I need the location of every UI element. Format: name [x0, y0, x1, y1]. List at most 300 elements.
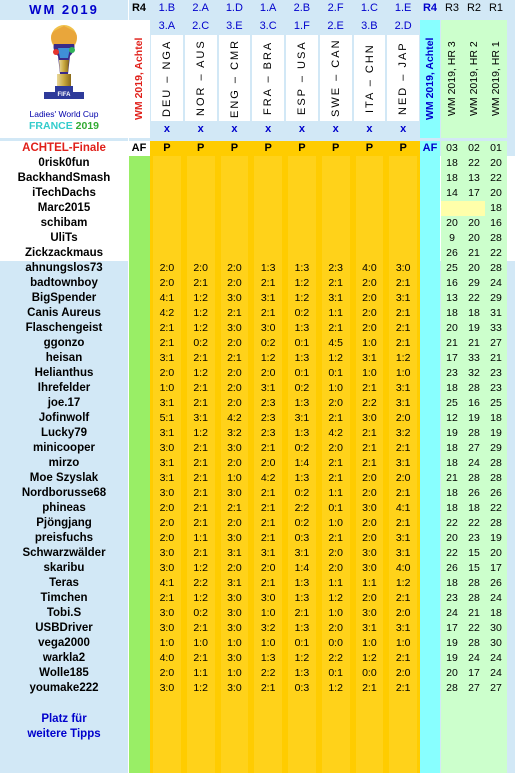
tip-col-stripe [288, 156, 316, 171]
af-cell [128, 336, 150, 351]
tip-col-stripe [322, 216, 350, 231]
tip-cell: 2:0 [227, 277, 242, 289]
tip-col-stripe [356, 156, 384, 171]
tip-col-stripe [187, 696, 215, 773]
rank-r2: 17 [468, 667, 480, 679]
tip-cell: 2:0 [159, 502, 175, 514]
tip-cell: 3:1 [395, 457, 411, 469]
tip-cell: 2:1 [260, 532, 276, 544]
player-name: Marc2015 [37, 202, 91, 214]
tip-col-stripe [187, 201, 215, 216]
tip-col-stripe [322, 171, 350, 186]
tip-cell: 3:0 [227, 487, 242, 499]
af-cell [128, 246, 150, 261]
tip-col-stripe [153, 246, 181, 261]
tip-cell: 2:1 [227, 502, 242, 514]
tip-cell: 3:0 [159, 442, 175, 454]
rank-r4-cell [420, 261, 440, 276]
tip-col-stripe [254, 171, 282, 186]
rank-r1: 23 [490, 367, 502, 379]
tip-cell: 1:3 [294, 667, 310, 679]
tip-cell: 3:0 [227, 607, 242, 619]
tip-cell: 2:0 [227, 457, 242, 469]
tip-cell: 2:1 [395, 322, 411, 334]
tip-cell: 3:0 [227, 292, 242, 304]
tip-cell: 3:0 [227, 652, 242, 664]
tip-cell: 2:0 [362, 517, 377, 529]
rank-r2: 20 [468, 232, 480, 244]
tip-cell: 2:1 [193, 502, 208, 514]
tip-cell: 1:0 [362, 337, 377, 349]
tip-col-stripe [254, 696, 282, 773]
rank-r3: 19 [446, 637, 458, 649]
tip-cell: 2:3 [260, 427, 276, 439]
tip-cell: 3:0 [227, 442, 242, 454]
tip-cell: 0:2 [294, 517, 310, 529]
r3-col-footer [441, 696, 507, 773]
tip-cell: 2:1 [362, 427, 377, 439]
tip-cell: 2:1 [260, 502, 276, 514]
tip-cell: 1:1 [328, 577, 343, 589]
round-label: R4 [131, 2, 147, 14]
af-cell [128, 291, 150, 306]
tip-cell: 2:1 [362, 457, 377, 469]
tip-cell: 4:2 [260, 472, 276, 484]
rank-r4-cell [420, 396, 440, 411]
tip-cell: 1:0 [159, 637, 175, 649]
player-name: joe.17 [47, 397, 81, 409]
rank-r4-cell [420, 516, 440, 531]
match-pos1: 1.B [158, 2, 176, 14]
af-cell [128, 231, 150, 246]
rank-r4-cell [420, 276, 440, 291]
rank-r3: 26 [446, 562, 458, 574]
af-cell [128, 546, 150, 561]
rank-r4-cell [420, 291, 440, 306]
vertical-label-left: WM 2019, Achtel [133, 37, 145, 121]
tip-cell: 2:1 [193, 487, 208, 499]
player-name: Jofinwolf [38, 412, 90, 424]
tip-cell: 3:1 [328, 292, 343, 304]
tip-cell: 2:3 [260, 397, 276, 409]
rank-r2: 26 [468, 487, 480, 499]
tip-col-stripe [221, 216, 249, 231]
af-cell [128, 216, 150, 231]
tip-cell: 2:3 [328, 262, 343, 274]
tip-col-stripe [356, 201, 384, 216]
rank-r3 [441, 201, 463, 216]
tip-cell: 3:1 [227, 577, 242, 589]
match-pos2: 2.C [192, 20, 210, 32]
rank-r1: 21 [490, 352, 502, 364]
rank-r1: 24 [490, 277, 502, 289]
rank-r2: 28 [468, 382, 480, 394]
tip-col-stripe [389, 201, 417, 216]
player-name: Flaschengeist [25, 322, 103, 334]
tip-cell: 2:1 [362, 382, 377, 394]
tip-cell: 0:1 [328, 502, 343, 514]
player-name: BigSpender [31, 292, 97, 304]
rank-r3: 18 [446, 502, 458, 514]
tip-cell: 2:0 [395, 667, 411, 679]
tip-cell: 1:4 [294, 562, 310, 574]
tip-col-stripe [221, 171, 249, 186]
tip-col-stripe [288, 231, 316, 246]
tip-cell: 1:2 [193, 592, 208, 604]
rank-r3: 19 [446, 652, 458, 664]
x-mark: x [231, 123, 238, 135]
rank-header-r2: R2 [466, 2, 482, 14]
rank-r2: 20 [468, 217, 480, 229]
player-name: vega2000 [38, 637, 90, 649]
rank-r2: 21 [468, 247, 480, 259]
player-name: Schwarzwälder [22, 547, 106, 559]
tip-cell: 3:2 [395, 427, 411, 439]
tip-cell: 2:1 [294, 607, 310, 619]
tip-cell: 0:3 [294, 532, 310, 544]
af-cell [128, 426, 150, 441]
rank-header-r1: R1 [488, 2, 504, 14]
tip-cell: 2:0 [159, 667, 175, 679]
rank-header-r3: R3 [444, 2, 460, 14]
match-teams: ITA – CHN [363, 43, 376, 113]
af-cell [128, 396, 150, 411]
tip-cell: 2:0 [159, 532, 175, 544]
tip-cell: 1:1 [328, 307, 343, 319]
tip-cell: 2:1 [193, 622, 208, 634]
rank-vertical-r1: WM 2019, HR 1 [490, 41, 502, 117]
tip-cell: 2:0 [328, 562, 343, 574]
tip-cell: 3:1 [227, 547, 242, 559]
rank-r3: 18 [446, 487, 458, 499]
match-teams: NOR – AUS [194, 39, 207, 117]
match-pos1: 1.E [394, 2, 412, 14]
af-cell [128, 321, 150, 336]
rank-r4-cell [420, 561, 440, 576]
tip-cell: 1:0 [395, 367, 411, 379]
tip-cell: 3:0 [159, 622, 175, 634]
rank-r1: 33 [490, 322, 502, 334]
rank-r1: 22 [490, 172, 502, 184]
rank-r2: 28 [468, 427, 480, 439]
rank-r2: 22 [468, 157, 480, 169]
x-mark: x [163, 123, 170, 135]
tip-col-stripe [322, 696, 350, 773]
tip-cell: 3:0 [362, 547, 377, 559]
section-label: ACHTEL-Finale [0, 141, 128, 156]
tip-cell: 3:0 [159, 547, 175, 559]
tip-cell: 2:0 [193, 262, 208, 274]
tip-cell: 2:1 [260, 682, 276, 694]
tip-cell: 3:0 [227, 592, 242, 604]
tip-col-stripe [288, 201, 316, 216]
tip-cell: 1:2 [328, 682, 343, 694]
tip-cell: 3:0 [227, 532, 242, 544]
player-name: youmake222 [29, 682, 99, 694]
rank-r4-cell [420, 321, 440, 336]
tip-cell: 1:3 [260, 262, 276, 274]
rank-r1: 27 [490, 682, 502, 694]
tip-cell: 3:2 [227, 427, 242, 439]
tip-cell: 1:0 [227, 667, 242, 679]
tip-col-stripe [322, 231, 350, 246]
tip-cell: 2:1 [260, 307, 276, 319]
af-cell [128, 486, 150, 501]
logo-country-text: FRANCE [28, 120, 73, 132]
player-name: 0risk0fun [38, 157, 90, 169]
tip-cell: 2:1 [395, 652, 411, 664]
tip-col-stripe [254, 186, 282, 201]
tip-cell: 3:0 [362, 607, 377, 619]
footer-line2: weitere Tipps [27, 728, 101, 740]
x-mark: x [400, 123, 407, 135]
rank-r3: 20 [446, 322, 458, 334]
rank-r3: 12 [446, 412, 458, 424]
match-teams: DEU – NGA [160, 39, 173, 117]
tip-cell: 2:1 [193, 517, 208, 529]
rank-r1: 25 [490, 397, 502, 409]
rank-r2: 33 [468, 352, 480, 364]
af-cell [128, 621, 150, 636]
tip-cell: 2:1 [159, 322, 175, 334]
rank-r2: 27 [468, 442, 480, 454]
tip-cell: 3:0 [260, 592, 276, 604]
af-cell [128, 171, 150, 186]
af-cell [128, 651, 150, 666]
rank-r3: 28 [446, 682, 458, 694]
player-name: USBDriver [35, 622, 93, 634]
tip-cell: 2:1 [260, 517, 276, 529]
tip-col-stripe [153, 696, 181, 773]
match-teams: ESP – USA [295, 40, 308, 116]
tip-cell: 0:3 [294, 682, 310, 694]
player-name: Tobi.S [46, 607, 82, 619]
tip-cell: 3:0 [227, 682, 242, 694]
tip-cell: 1:2 [294, 652, 310, 664]
rank-r4-cell [420, 651, 440, 666]
tip-cell: 2:1 [395, 487, 411, 499]
tip-cell: 2:1 [159, 337, 175, 349]
rank-r1: 24 [490, 667, 502, 679]
tip-cell: 3:1 [159, 427, 175, 439]
player-name: UliTs [50, 232, 78, 244]
rank-r3: 9 [449, 232, 455, 244]
player-name: iTechDachs [32, 187, 96, 199]
rank-r4-cell [420, 306, 440, 321]
tip-cell: 2:0 [227, 562, 242, 574]
tip-cell: 2:1 [260, 577, 276, 589]
pts-label: P [264, 142, 272, 154]
header-sep [128, 0, 129, 773]
tip-cell: 3:1 [159, 457, 175, 469]
tip-cell: 3:1 [395, 547, 411, 559]
rank-r3: 26 [446, 247, 458, 259]
tip-col-stripe [187, 156, 215, 171]
rank-r1: 28 [490, 262, 502, 274]
tip-cell: 2:1 [362, 442, 377, 454]
tip-cell: 2:0 [328, 442, 343, 454]
rank-r4-cell [420, 351, 440, 366]
match-pos2: 1.F [293, 20, 310, 32]
rank-r2: 15 [468, 547, 480, 559]
rank-r2: 28 [468, 577, 480, 589]
tip-cell: 0:2 [193, 337, 208, 349]
af-cell [128, 276, 150, 291]
rank-r4-cell [420, 441, 440, 456]
rank-r1: 29 [490, 292, 502, 304]
tip-col-stripe [356, 696, 384, 773]
tip-col-stripe [389, 696, 417, 773]
rank-r4-cell [420, 531, 440, 546]
tip-cell: 3:0 [362, 502, 377, 514]
rank-r1: 18 [490, 607, 502, 619]
match-teams: NED – JAP [397, 41, 410, 115]
tip-cell: 2:0 [362, 277, 377, 289]
rank-r2: 16 [468, 397, 480, 409]
rank-r4-cell [420, 456, 440, 471]
af-cell [128, 681, 150, 696]
rank-r3: 20 [446, 667, 458, 679]
rank-r3: 20 [446, 532, 458, 544]
tip-cell: 2:1 [328, 457, 343, 469]
tip-cell: 2:1 [159, 592, 175, 604]
match-pos1: 1.C [360, 2, 378, 14]
af-cell [128, 381, 150, 396]
rank-r1: 31 [490, 307, 502, 319]
player-name: Ihrefelder [37, 382, 91, 394]
rank-r3: 18 [446, 577, 458, 589]
tip-col-stripe [356, 171, 384, 186]
tip-col-stripe [221, 201, 249, 216]
match-teams: ENG – CMR [228, 38, 241, 118]
tip-cell: 1:2 [395, 352, 411, 364]
tip-col-stripe [221, 246, 249, 261]
tip-cell: 2:2 [260, 667, 276, 679]
tip-col-stripe [322, 246, 350, 261]
tip-cell: 3:0 [159, 682, 175, 694]
tip-cell: 2:1 [362, 682, 377, 694]
player-name: Canis Aureus [27, 307, 101, 319]
player-name: Nordborusse68 [21, 487, 107, 499]
tip-cell: 1:2 [260, 352, 276, 364]
pts-label: P [365, 142, 374, 154]
tip-cell: 0:2 [294, 442, 310, 454]
tip-cell: 2:2 [328, 652, 343, 664]
tip-cell: 2:1 [193, 277, 208, 289]
tip-col-stripe [356, 216, 384, 231]
tip-cell: 1:3 [294, 577, 310, 589]
tip-cell: 1:3 [294, 622, 310, 634]
tip-cell: 1:3 [294, 322, 310, 334]
tip-cell: 3:0 [395, 262, 411, 274]
tip-cell: 1:0 [328, 517, 343, 529]
tip-cell: 2:0 [227, 367, 242, 379]
rank-r1: 26 [490, 577, 502, 589]
af-cell [128, 411, 150, 426]
rank-r2: 21 [468, 607, 480, 619]
player-name: Moe Szyslak [29, 472, 99, 484]
rank-r4-cell [420, 621, 440, 636]
rank-r1: 20 [490, 157, 502, 169]
tip-cell: 2:0 [227, 397, 242, 409]
af-cell [128, 441, 150, 456]
world-cup-trophy-icon [44, 24, 84, 100]
logo-year-text: 2019 [75, 120, 100, 132]
tip-cell: 2:0 [362, 322, 377, 334]
x-mark: x [197, 123, 204, 135]
af-label-right: AF [420, 141, 440, 156]
tip-col-stripe [221, 231, 249, 246]
tip-col-stripe [356, 231, 384, 246]
player-name: phineas [42, 502, 86, 514]
rank-r1: 19 [490, 532, 502, 544]
player-name: warkla2 [42, 652, 86, 664]
rank-r3: 18 [446, 382, 458, 394]
tip-cell: 0:1 [328, 667, 343, 679]
tip-col-stripe [153, 216, 181, 231]
r4-col-footer [420, 696, 440, 773]
af-cell [128, 366, 150, 381]
logo-cup-text: Ladies' World Cup [29, 109, 99, 119]
rank-r2: 17 [468, 187, 480, 199]
rank-r3: 20 [446, 217, 458, 229]
tip-cell: 1:3 [294, 397, 310, 409]
rank-r3: 21 [446, 337, 458, 349]
rank-r2: 28 [468, 637, 480, 649]
x-mark: x [298, 123, 305, 135]
tip-cell: 2:0 [227, 337, 242, 349]
tip-cell: 2:0 [328, 397, 343, 409]
rank-r4-cell [420, 336, 440, 351]
tip-cell: 1:0 [328, 382, 343, 394]
tip-col-stripe [153, 231, 181, 246]
player-name: preisfuchs [34, 532, 94, 544]
tip-cell: 1:2 [395, 577, 411, 589]
tip-cell: 2:0 [159, 262, 175, 274]
tip-col-stripe [153, 201, 181, 216]
rank-r3: 23 [446, 592, 458, 604]
rank-r1: 23 [490, 382, 502, 394]
rank-r1: 28 [490, 232, 502, 244]
tip-cell: 1:0 [260, 607, 276, 619]
logo-country [0, 120, 128, 132]
tip-cell: 0:2 [193, 607, 208, 619]
tip-cell: 3:1 [395, 532, 411, 544]
tip-col-stripe [254, 201, 282, 216]
logo-fifa: FIFA [44, 92, 84, 99]
rank-r3: 23 [446, 367, 458, 379]
af-cell [128, 501, 150, 516]
tip-cell: 1:3 [294, 592, 310, 604]
tip-cell: 2:1 [395, 337, 411, 349]
tip-cell: 3:1 [395, 382, 411, 394]
rank-r2: 15 [468, 562, 480, 574]
rank-vertical-r3: WM 2019, HR 3 [446, 41, 458, 117]
rank-r1: 24 [490, 592, 502, 604]
player-name: BackhandSmash [17, 172, 111, 184]
tip-cell: 4:0 [362, 262, 377, 274]
rank-r3: 21 [446, 472, 458, 484]
tip-cell: 3:0 [362, 412, 377, 424]
tip-cell: 2:0 [260, 457, 276, 469]
rank-r3: 18 [446, 442, 458, 454]
match-pos1: 1.D [225, 2, 243, 14]
rank-r4-cell [420, 201, 440, 216]
af-cell [128, 186, 150, 201]
rank-r4-cell [420, 591, 440, 606]
af-cell [128, 636, 150, 651]
match-pos1: 2.B [293, 2, 311, 14]
